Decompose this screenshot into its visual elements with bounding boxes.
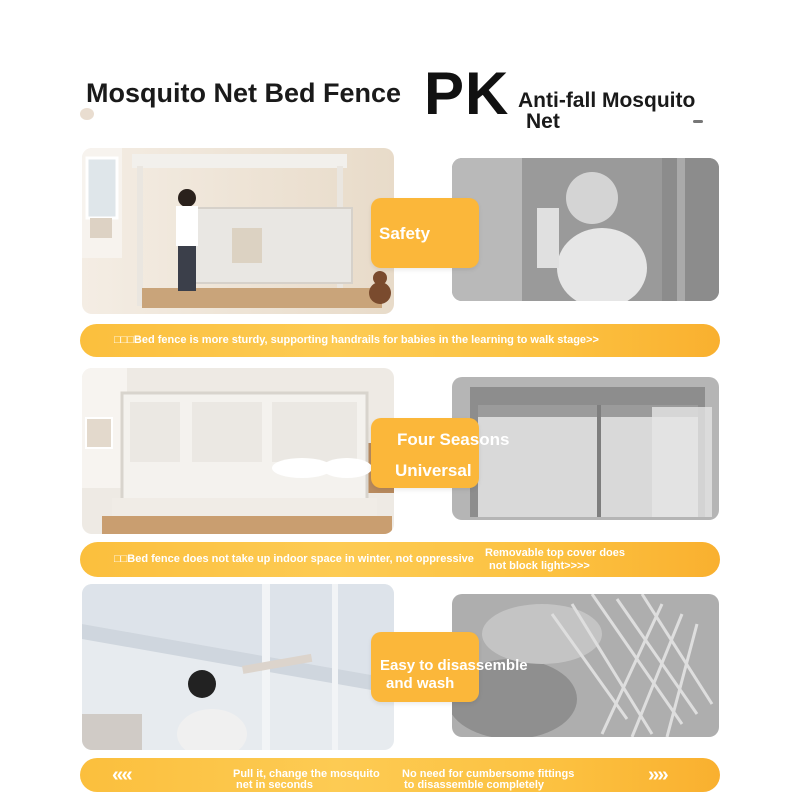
bed-fence-photo-four-seasons bbox=[82, 368, 394, 534]
right-title-line1: Anti-fall Mosquito bbox=[518, 89, 696, 112]
badge-line-2: Universal bbox=[395, 461, 472, 480]
comparison-text-right-line2: not block light>>>> bbox=[489, 560, 590, 572]
right-product-title bbox=[518, 90, 738, 132]
feature-badge-safety bbox=[371, 198, 479, 268]
badge-line-2: and wash bbox=[386, 675, 455, 692]
left-arrows-icon: ‹‹‹‹ bbox=[112, 764, 131, 786]
comparison-bar-disassemble bbox=[80, 758, 720, 792]
comparison-bar-safety bbox=[80, 324, 720, 357]
badge-label: Safety bbox=[379, 224, 431, 243]
badge-line-1: Four Seasons bbox=[397, 430, 510, 449]
comparison-text-right-line1: Removable top cover does bbox=[485, 547, 625, 559]
bed-fence-photo-safety bbox=[82, 148, 394, 314]
bed-fence-photo-disassemble bbox=[82, 584, 394, 750]
comparison-text-left-line1: Pull it, change the mosquito bbox=[233, 768, 380, 780]
comparison-bar-four-seasons bbox=[80, 542, 720, 577]
badge-line-1: Easy to disassemble bbox=[380, 657, 528, 674]
comparison-text-right-line1: No need for cumbersome fittings bbox=[402, 768, 575, 780]
comparison-text-right-line2: to disassemble completely bbox=[404, 779, 544, 791]
mosquito-net-photo-safety bbox=[452, 158, 719, 301]
comparison-text-left: □□Bed fence does not take up indoor space in winter, not oppressive bbox=[114, 553, 474, 565]
comparison-text-left-line2: net in seconds bbox=[236, 779, 314, 791]
right-arrows-icon: ›››› bbox=[648, 764, 667, 786]
pk-label: PK bbox=[424, 60, 510, 127]
decorative-dash bbox=[693, 120, 703, 123]
comparison-text: □□□Bed fence is more sturdy, supporting handrails for babies in the learning to walk stage>> bbox=[114, 334, 599, 346]
feature-badge-four-seasons bbox=[371, 418, 510, 488]
feature-badge-disassemble bbox=[371, 632, 528, 702]
left-product-title: Mosquito Net Bed Fence bbox=[86, 78, 402, 108]
right-title-line2: Net bbox=[526, 110, 560, 133]
decorative-mark bbox=[80, 108, 94, 120]
